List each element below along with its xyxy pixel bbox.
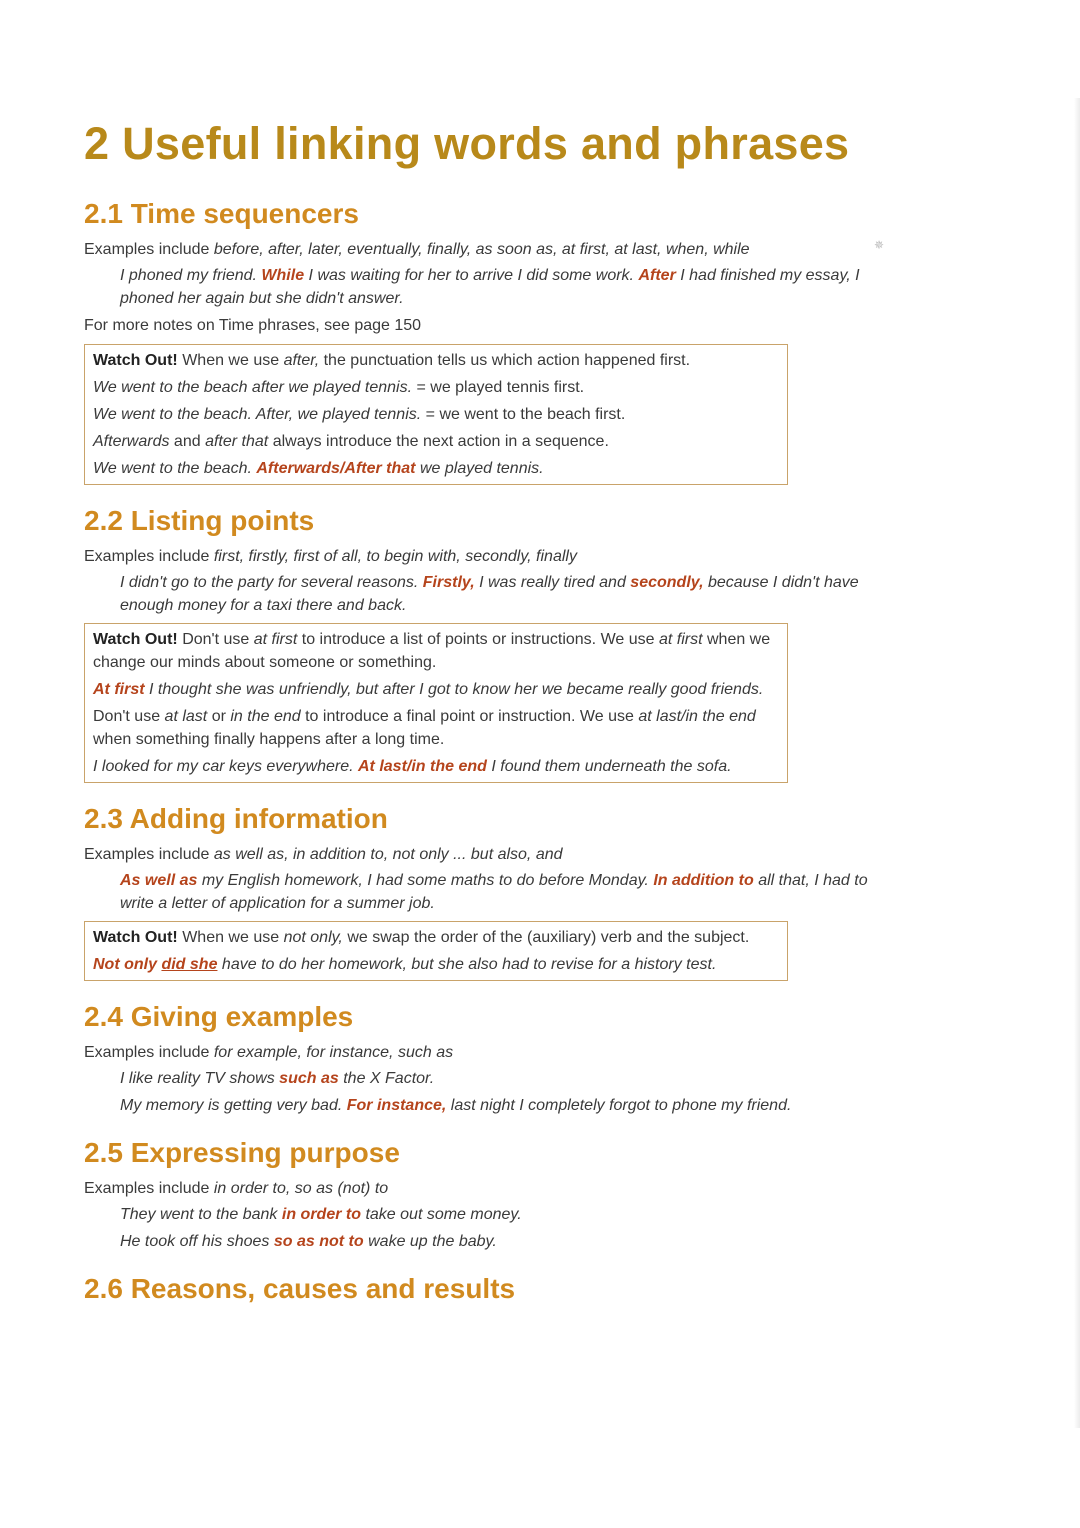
watch-out-line: We went to the beach. Afterwards/After that we played tennis. (93, 460, 544, 477)
page-title: 2 Useful linking words and phrases (84, 118, 850, 169)
decorative-mark-icon: ✵ (873, 238, 884, 252)
keyword-list: first, firstly, first of all, to begin with, secondly, finally (213, 548, 577, 565)
examples-intro: Examples include first, firstly, first of all, to begin with, secondly, finally (84, 548, 577, 565)
watch-out-line: At first I thought she was unfriendly, but after I got to know her we became really good friends. (93, 681, 764, 698)
section-reasons-causes-results (84, 1273, 884, 1305)
examples-intro-row (84, 238, 884, 262)
examples-intro: Examples include as well as, in addition to, not only ... but also, and (84, 846, 563, 863)
section-title: 2.1 Time sequencers (84, 198, 359, 229)
example-sentence: I didn't go to the party for several reasons. Firstly, I was really tired and secondly, because I didn't have enough money for a taxi there and back. (120, 574, 859, 614)
watch-out-line: Watch Out! When we use after, the punctuation tells us which action happened first. (93, 352, 691, 369)
watch-out-box (84, 921, 788, 981)
example-block (120, 264, 884, 310)
section-time-sequencers (84, 198, 884, 485)
example-block (120, 1067, 884, 1117)
section-listing-points (84, 505, 884, 783)
watch-out-line: Don't use at last or in the end to introduce a final point or instruction. We use at last/in the end when something finally happens after a long time. (93, 708, 756, 748)
keyword-list: before, after, later, eventually, finally, as soon as, at first, at last, when, while (213, 241, 750, 258)
examples-intro: Examples include for example, for instance, such as (84, 1044, 454, 1061)
watch-out-line: We went to the beach after we played tennis. = we played tennis first. (93, 379, 585, 396)
example-block (120, 571, 884, 617)
example-sentence: My memory is getting very bad. For instance, last night I completely forgot to phone my friend. (120, 1097, 792, 1114)
section-title: 2.2 Listing points (84, 505, 315, 536)
section-title: 2.6 Reasons, causes and results (84, 1273, 516, 1304)
example-sentence: He took off his shoes so as not to wake up the baby. (120, 1233, 497, 1250)
keyword-list: as well as, in addition to, not only ... but also, and (213, 846, 563, 863)
example-sentence: They went to the bank in order to take out some money. (120, 1206, 522, 1223)
watch-out-line: Not only did she have to do her homework, but she also had to revise for a history test. (93, 956, 717, 973)
example-block (120, 1203, 884, 1253)
watch-out-box (84, 623, 788, 783)
watch-out-label: Watch Out! (93, 631, 178, 648)
examples-intro: Examples include before, after, later, eventually, finally, as soon as, at first, at last, when, while (84, 241, 750, 258)
section-adding-information (84, 803, 884, 981)
examples-intro: Examples include in order to, so as (not) to (84, 1180, 389, 1197)
example-sentence: I like reality TV shows such as the X Factor. (120, 1070, 435, 1087)
page-edge-shadow (1074, 98, 1080, 1428)
page-reference-note: For more notes on Time phrases, see page 150 (84, 317, 422, 334)
watch-out-line: Afterwards and after that always introduce the next action in a sequence. (93, 433, 609, 450)
section-expressing-purpose (84, 1137, 884, 1253)
section-giving-examples (84, 1001, 884, 1117)
section-title: 2.3 Adding information (84, 803, 388, 834)
document-body (84, 118, 884, 1325)
keyword-list: in order to, so as (not) to (213, 1180, 389, 1197)
watch-out-box (84, 344, 788, 485)
example-sentence: I phoned my friend. While I was waiting for her to arrive I did some work. After I had finished my essay, I phoned her again but she didn't answer. (120, 267, 860, 307)
section-title: 2.5 Expressing purpose (84, 1137, 400, 1168)
watch-out-line: Watch Out! Don't use at first to introduce a list of points or instructions. We use at first when we change our minds about someone or something. (93, 631, 771, 671)
watch-out-label: Watch Out! (93, 352, 178, 369)
keyword-list: for example, for instance, such as (213, 1044, 454, 1061)
example-block (120, 869, 884, 915)
section-title: 2.4 Giving examples (84, 1001, 354, 1032)
watch-out-line: We went to the beach. After, we played tennis. = we went to the beach first. (93, 406, 626, 423)
watch-out-line: Watch Out! When we use not only, we swap the order of the (auxiliary) verb and the subject. (93, 929, 750, 946)
example-sentence: As well as my English homework, I had some maths to do before Monday. In addition to all that, I had to write a letter of application for a summer job. (120, 872, 868, 912)
watch-out-line: I looked for my car keys everywhere. At last/in the end I found them underneath the sofa. (93, 758, 732, 775)
watch-out-label: Watch Out! (93, 929, 178, 946)
